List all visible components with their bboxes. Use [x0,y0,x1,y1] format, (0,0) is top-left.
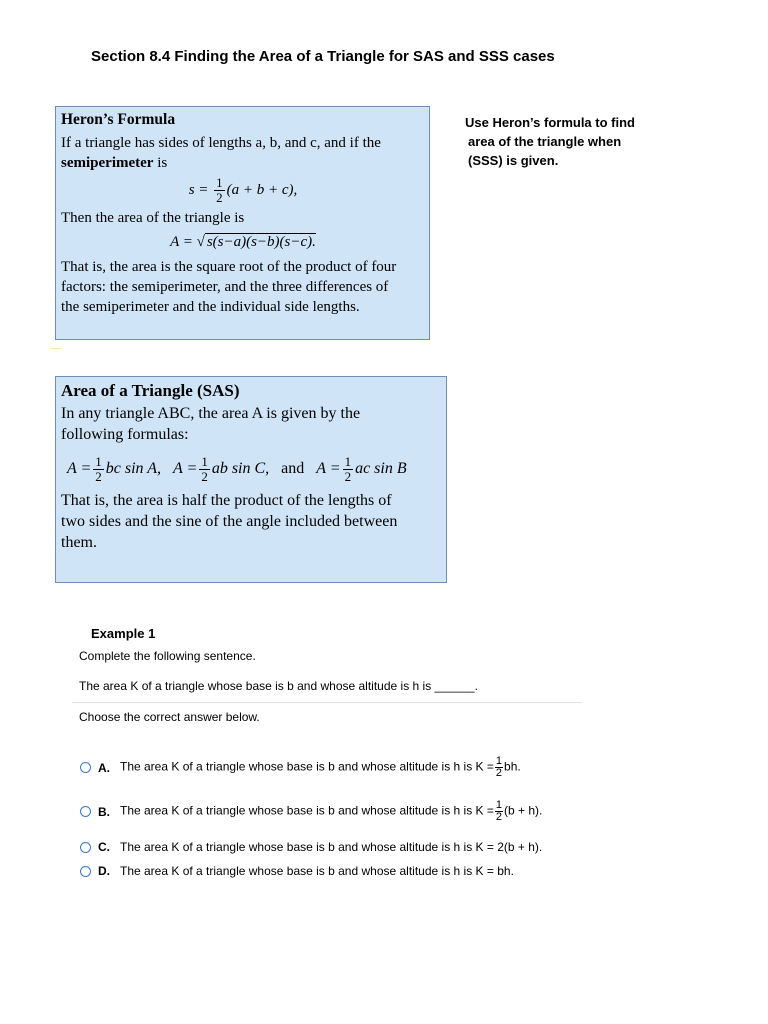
fraction-denominator: 2 [216,190,223,205]
sqrt-icon: √ [196,234,205,250]
option-text [120,800,542,823]
one-half-fraction [93,455,104,484]
option-text-tail: bh. [504,759,521,774]
fraction-denominator: 2 [495,767,503,779]
option-letter: C. [98,840,110,854]
sas-heading: Area of a Triangle (SAS) [61,381,240,400]
sas-formulas [67,455,442,484]
and-connector: and [281,460,305,478]
question-instruction: Complete the following sentence. [79,649,256,663]
page-title: Section 8.4 Finding the Area of a Triangle for SAS and SSS cases [91,48,555,65]
formula-rhs: ab sin C, [211,460,270,478]
formula-lhs: A = [67,460,92,478]
radio-button[interactable] [80,762,91,773]
formula-rhs: (a + b + c), [226,181,298,198]
example-title: Example 1 [91,626,156,641]
sas-explanation-line: them. [61,534,97,551]
answer-option-a[interactable] [80,756,521,779]
heron-explanation-line: the semiperimeter and the individual side lengths. [61,299,360,315]
fraction-denominator: 2 [344,469,352,484]
side-note-line: (SSS) is given. [468,153,559,168]
answer-option-b[interactable] [80,800,542,823]
heron-explanation-line: That is, the area is the square root of the product of four [61,259,397,275]
option-text-tail: (b + h). [504,803,543,818]
fraction-denominator: 2 [201,469,208,484]
formula-lhs: A = [316,460,341,478]
heron-then-line: Then the area of the triangle is [61,210,245,226]
heron-intro-line: If a triangle has sides of lengths a, b, and c, and if the [61,135,381,151]
sas-intro-line: In any triangle ABC, the area A is given by the [61,405,361,422]
fraction-denominator: 2 [95,469,102,484]
semiperimeter-term: semiperimeter [61,155,154,171]
option-text [120,756,521,779]
answer-instruction: Choose the correct answer below. [79,710,260,724]
option-letter: A. [98,760,110,775]
fraction-numerator: 1 [495,799,503,811]
decorative-divider [51,348,61,349]
one-half-fraction [343,455,354,484]
one-half-fraction [199,455,210,484]
radio-button[interactable] [80,866,91,877]
option-text-main: The area K of a triangle whose base is b and whose altitude is h is K = [120,759,494,774]
answer-option-c[interactable] [80,840,542,854]
side-note-line: area of the triangle when [468,134,622,149]
answer-option-d[interactable] [80,864,514,878]
formula-rhs: bc sin A, [105,460,162,478]
side-note [465,113,665,170]
question-sentence: The area K of a triangle whose base is b and whose altitude is h is ______. [79,679,478,693]
sas-area-box [55,376,447,583]
heron-intro-rest: is [153,155,168,171]
sas-explanation-line: two sides and the sine of the angle included between [61,513,398,530]
heron-area-formula [61,234,425,251]
radio-button[interactable] [80,842,91,853]
sas-intro-line: following formulas: [61,426,189,443]
heron-explanation-line: factors: the semiperimeter, and the three differences of [61,279,389,295]
formula-lhs: s = [188,181,209,198]
formula-rhs: ac sin B [355,460,407,478]
fraction-numerator: 1 [495,755,503,767]
formula-lhs: A = [173,460,198,478]
herons-formula-box [55,106,430,340]
option-letter: B. [98,804,110,819]
option-text: The area K of a triangle whose base is b and whose altitude is h is K = 2(b + h). [120,840,543,854]
herons-formula-heading: Heron’s Formula [61,111,176,128]
fraction-numerator: 1 [216,175,223,190]
radicand: s(s−a)(s−b)(s−c). [206,234,316,250]
semiperimeter-formula [61,176,425,205]
fraction-numerator: 1 [344,454,352,469]
one-half-fraction [495,756,503,779]
option-letter: D. [98,864,110,878]
question-divider [72,702,582,703]
heron-intro-line [61,153,425,173]
one-half-fraction [495,800,503,823]
fraction-numerator: 1 [201,454,208,469]
fraction-numerator: 1 [95,454,102,469]
side-note-line: Use Heron’s formula to find [465,115,635,130]
option-text-main: The area K of a triangle whose base is b and whose altitude is h is K = [120,803,494,818]
fraction-denominator: 2 [495,811,503,823]
option-text: The area K of a triangle whose base is b and whose altitude is h is K = bh. [120,864,514,878]
one-half-fraction [214,176,225,205]
sas-explanation-line: That is, the area is half the product of the lengths of [61,492,392,509]
formula-lhs: A = [170,234,193,250]
radio-button[interactable] [80,806,91,817]
